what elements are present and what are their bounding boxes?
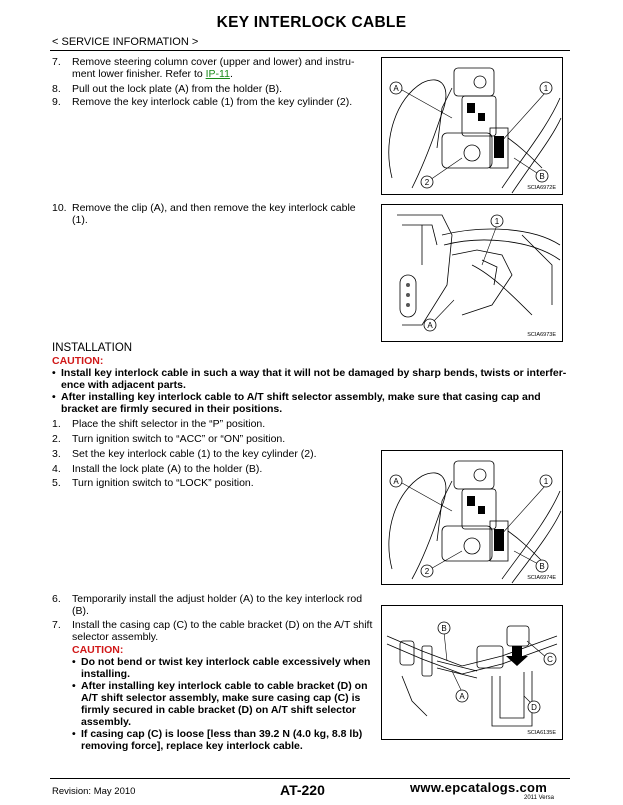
caution-label: CAUTION: xyxy=(52,355,104,367)
step7-caution-item xyxy=(72,680,376,728)
step-line: Install the casing cap (C) to the cable bracket (D) on the A/T shift xyxy=(72,619,373,631)
step-line: Temporarily install the adjust holder (A) to the key interlock rod xyxy=(72,593,363,605)
step-text: Install the lock plate (A) to the holder (B). xyxy=(72,463,263,475)
step-line: (B). xyxy=(72,605,89,617)
callout-label: A xyxy=(427,321,433,330)
step-text xyxy=(72,619,372,643)
install-step-7 xyxy=(52,619,376,643)
callout-label: A xyxy=(459,692,465,701)
section-label: < SERVICE INFORMATION > xyxy=(52,36,199,48)
callout-label: B xyxy=(441,624,447,633)
watermark-site: www.epcatalogs.com xyxy=(410,780,548,795)
install-step-3 xyxy=(52,448,376,460)
callout-label: 2 xyxy=(424,567,430,576)
step7-caution-item xyxy=(72,656,376,680)
caution-line: After installing key interlock cable to A/T shift selector assembly, make sure that casing cap and xyxy=(61,391,541,403)
caution-line: After installing key interlock cable to cable bracket (D) on xyxy=(81,680,368,692)
step-line: selector assembly. xyxy=(72,631,159,643)
step7-caution-item xyxy=(72,728,376,752)
bullet-dot: • xyxy=(72,680,76,692)
caution-line: Do not bend or twist key interlock cable excessively when xyxy=(81,656,371,668)
callout-label: 2 xyxy=(424,178,430,187)
figure-code: SCIA6972E xyxy=(527,185,556,191)
step-number: 6. xyxy=(52,593,61,605)
key-cylinder-illustration xyxy=(382,58,562,194)
step-number: 10. xyxy=(52,202,67,214)
figure-key-cylinder-removal xyxy=(381,57,563,195)
caution-text xyxy=(61,391,541,415)
header-rule xyxy=(50,50,570,51)
callout-label: B xyxy=(539,172,545,181)
step7-caution-label: CAUTION: xyxy=(72,644,124,656)
step-number: 7. xyxy=(52,619,61,631)
step-7-removal xyxy=(52,56,376,80)
install-step-4 xyxy=(52,463,376,475)
step-text: Turn ignition switch to “LOCK” position. xyxy=(72,477,254,489)
step-text xyxy=(72,56,354,80)
bullet-dot: • xyxy=(72,656,76,668)
bullet-dot: • xyxy=(52,367,56,379)
step-number: 2. xyxy=(52,433,61,445)
caution-line: installing. xyxy=(81,668,131,680)
figure-code: SCIA6974E xyxy=(527,575,556,581)
step-number: 1. xyxy=(52,418,61,430)
callout-label: C xyxy=(547,655,553,664)
step-number: 5. xyxy=(52,477,61,489)
step-line-tail: . xyxy=(229,68,233,80)
caution-text xyxy=(81,656,370,680)
callout-label: 1 xyxy=(543,477,549,486)
step-line: (1). xyxy=(72,214,88,226)
ref-link-ip-11[interactable]: IP-11 xyxy=(205,68,230,80)
step-number: 7. xyxy=(52,56,61,68)
key-cylinder-install-illustration xyxy=(382,451,562,584)
callout-label: B xyxy=(539,562,545,571)
step-number: 3. xyxy=(52,448,61,460)
figure-code: SCIA6973E xyxy=(527,332,556,338)
casing-cap-illustration xyxy=(382,606,562,739)
model-label: 2011 Versa xyxy=(524,795,554,801)
caution-line: If casing cap (C) is loose [less than 39.2 N (4.0 kg, 8.8 lb) xyxy=(81,728,363,740)
figure-clip-removal xyxy=(381,204,563,342)
step-9-removal xyxy=(52,96,376,108)
step-text: Turn ignition switch to “ACC” or “ON” position. xyxy=(72,433,286,445)
callout-label: D xyxy=(531,703,537,712)
bullet-dot: • xyxy=(52,391,56,403)
step-text xyxy=(72,593,362,617)
step-number: 4. xyxy=(52,463,61,475)
caution-text xyxy=(61,367,566,391)
install-step-5 xyxy=(52,477,376,489)
step-8-removal xyxy=(52,83,376,95)
caution-line: ence with adjacent parts. xyxy=(61,379,186,391)
caution-text xyxy=(81,728,362,752)
step-text: Place the shift selector in the “P” position. xyxy=(72,418,266,430)
step-text xyxy=(72,202,356,226)
figure-code: SCIA6135E xyxy=(527,730,556,736)
step-text: Pull out the lock plate (A) from the holder (B). xyxy=(72,83,283,95)
caution-line: firmly secured in cable bracket (D) on A/T shift selector xyxy=(81,704,357,716)
caution-item xyxy=(52,367,570,391)
callout-label: A xyxy=(393,84,399,93)
callout-label: 1 xyxy=(543,84,549,93)
caution-line: removing force], replace key interlock cable. xyxy=(81,740,303,752)
step-line: ment lower finisher. Refer to xyxy=(72,68,206,80)
install-step-1 xyxy=(52,418,376,430)
revision-date: Revision: May 2010 xyxy=(52,786,136,797)
callout-label: 1 xyxy=(494,217,500,226)
step-text: Set the key interlock cable (1) to the key cylinder (2). xyxy=(72,448,317,460)
figure-casing-cap-install xyxy=(381,605,563,740)
step-text: Remove the key interlock cable (1) from the key cylinder (2). xyxy=(72,96,353,108)
figure-key-cylinder-install xyxy=(381,450,563,585)
caution-line: bracket are firmly secured in their positions. xyxy=(61,403,283,415)
install-step-6 xyxy=(52,593,376,617)
install-step-2 xyxy=(52,433,376,445)
caution-line: assembly. xyxy=(81,716,132,728)
bullet-dot: • xyxy=(72,728,76,740)
page-number: AT-220 xyxy=(280,782,325,798)
step-number: 9. xyxy=(52,96,61,108)
installation-heading: INSTALLATION xyxy=(52,342,133,354)
caution-line: Install key interlock cable in such a way that it will not be damaged by sharp bends, twists or interfer- xyxy=(61,367,567,379)
step-line: Remove the clip (A), and then remove the key interlock cable xyxy=(72,202,356,214)
page-title: KEY INTERLOCK CABLE xyxy=(216,14,407,31)
caution-line: A/T shift selector assembly, make sure casing cap (C) is xyxy=(81,692,361,704)
step-line: Remove steering column cover (upper and lower) and instru- xyxy=(72,56,355,68)
step-number: 8. xyxy=(52,83,61,95)
caution-text xyxy=(81,680,368,728)
step-10-removal xyxy=(52,202,376,226)
footer-rule xyxy=(50,778,570,779)
clip-illustration xyxy=(382,205,562,341)
caution-item xyxy=(52,391,570,415)
callout-label: A xyxy=(393,477,399,486)
